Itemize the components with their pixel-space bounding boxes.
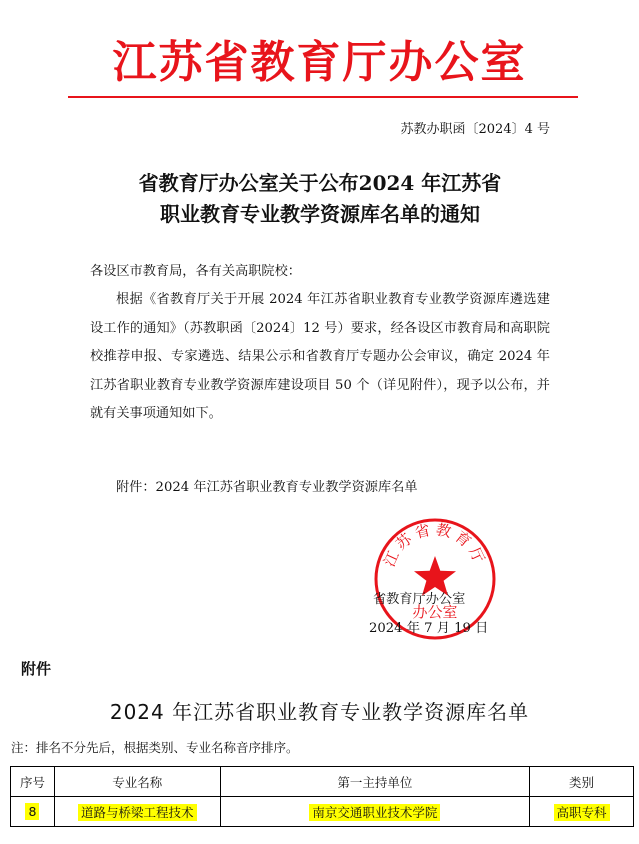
row-major-cell — [54, 797, 220, 827]
body-paragraph: 根据《省教育厅关于开展 2024 年江苏省职业教育专业教学资源库遴选建设工作的通知》（苏教职函〔2024〕12 号）要求，经各设区市教育局和高职院校推荐申报、专家遴选、结果公示和省教育厅专题办公会审议，确定 2024 年江苏省职业教育专业教学资源库建设项目 50 个（详见附件），现予以公布，并就有关事项通知如下。 — [90, 292, 550, 421]
salutation: 各设区市教育局，各有关高职院校： — [90, 264, 301, 279]
row-major: 道路与桥梁工程技术 — [78, 804, 197, 821]
seal-bottom-text: 办公室 — [412, 603, 458, 621]
table-row — [11, 797, 634, 827]
signature-name: 省教育厅办公室 — [373, 592, 466, 607]
row-category: 高职专科 — [554, 804, 610, 821]
seal-arc-text: 江苏省教育厅 — [380, 520, 490, 570]
header-red-rule — [68, 96, 578, 98]
notice-title — [60, 168, 580, 230]
header-office-name: 江苏省教育厅办公室 — [112, 37, 527, 88]
row-category-cell — [530, 797, 634, 827]
notice-title-line-1: 省教育厅办公室关于公布2024 年江苏省 — [138, 171, 502, 195]
appendix-label: 附件 — [21, 660, 52, 678]
header-cell-major: 专业名称 — [54, 767, 220, 797]
appendix-note: 注：排名不分先后，根据类别、专业名称音序排序。 — [11, 740, 299, 755]
table-header-row — [11, 767, 634, 797]
attachment-line: 附件：2024 年江苏省职业教育专业教学资源库名单 — [116, 480, 418, 495]
signature-date: 2024 年 7 月 19 日 — [369, 621, 489, 636]
header-cell-category: 类别 — [530, 767, 634, 797]
row-index: 8 — [25, 803, 39, 820]
header-cell-host-institution: 第一主持单位 — [220, 767, 529, 797]
document-number: 苏教办职函〔2024〕4 号 — [400, 122, 550, 137]
notice-title-line-2: 职业教育专业教学资源库名单的通知 — [160, 202, 480, 226]
row-host-institution: 南京交通职业技术学院 — [309, 804, 440, 821]
row-host-institution-cell — [220, 797, 529, 827]
resource-list-table — [10, 766, 634, 827]
row-index-cell — [11, 797, 55, 827]
header-cell-index: 序号 — [11, 767, 55, 797]
appendix-title: 2024 年江苏省职业教育专业教学资源库名单 — [109, 700, 530, 724]
